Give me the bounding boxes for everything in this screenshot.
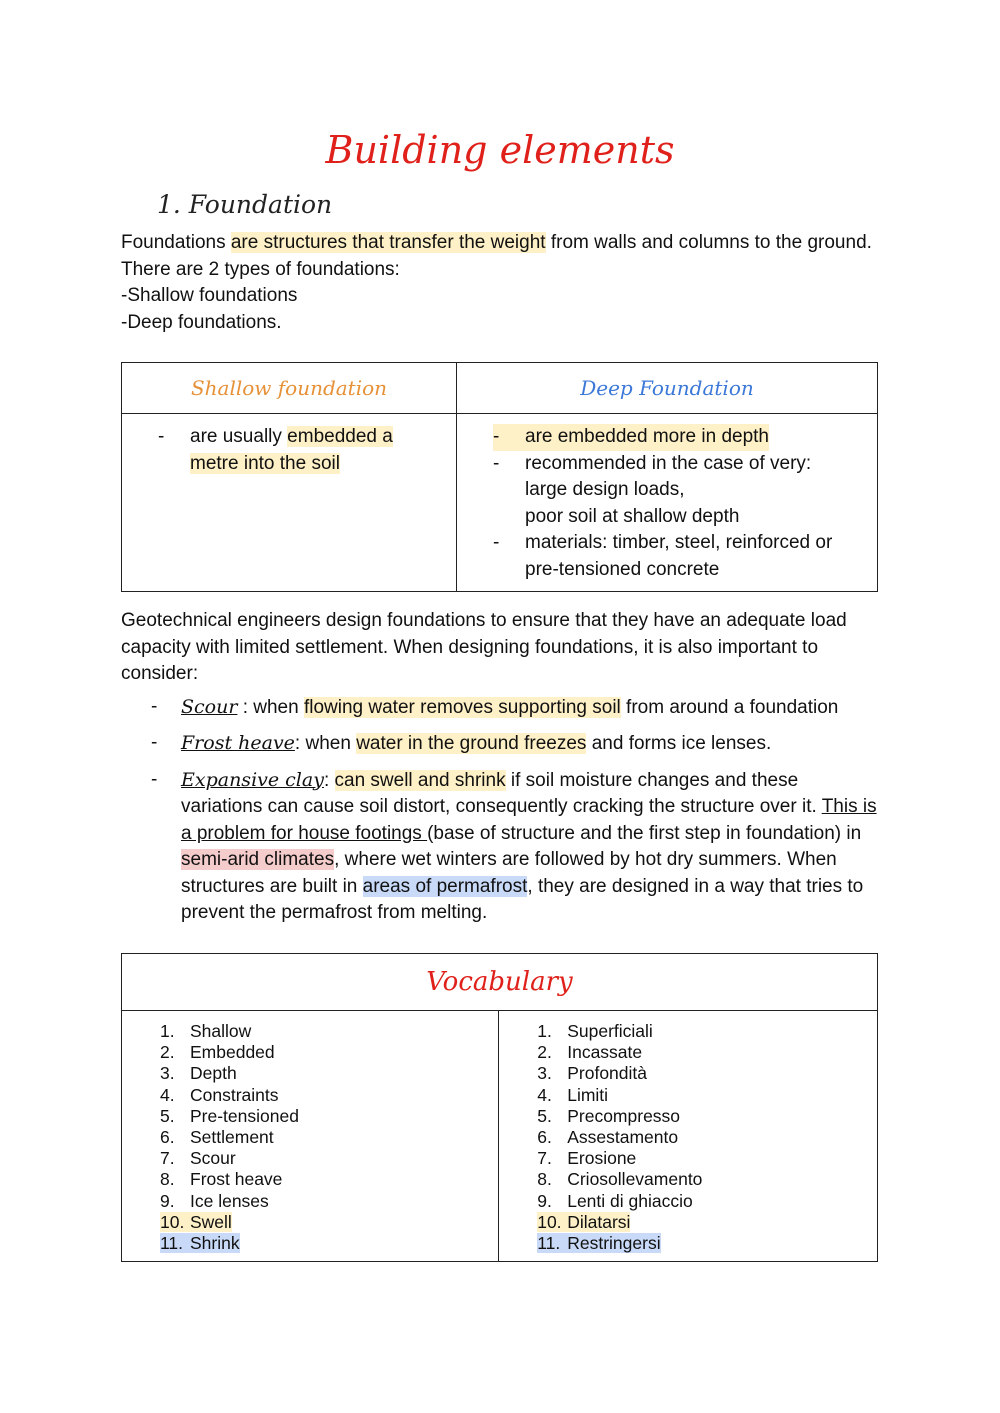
list-number: 10. [160,1211,185,1232]
list-number: 2. [537,1042,552,1063]
english-term-item-content [160,1085,279,1105]
list-number: 4. [160,1084,175,1105]
vocabulary-italian-column [499,1011,878,1262]
italian-term-item-content [537,1021,653,1041]
deep-item-1 [493,424,769,451]
geotechnical-paragraph: Geotechnical engineers design foundations to ensure that they have an adequate load capacity with limited settlement. When designing foundations, it is also important to consider: [121,610,847,684]
italian-term-term: Profondità [567,1063,647,1084]
scour-highlight: flowing water removes supporting soil [303,696,621,718]
frost-text: and forms ice lenses. [586,733,772,754]
english-term-item-content [160,1106,299,1126]
english-term-item [160,1169,488,1190]
english-term-item [160,1148,488,1169]
english-term-item [160,1127,488,1148]
intro-text-end: from walls and columns to the ground. There are 2 types of foundations: [121,232,872,280]
italian-term-item [537,1212,867,1233]
deep-item-2 [493,451,863,531]
italian-term-item-content [537,1148,636,1168]
list-number: 3. [160,1063,175,1084]
italian-term-item-content [537,1212,630,1232]
intro-highlight: are structures that transfer the weight [230,232,546,253]
english-term-term: Settlement [190,1127,274,1148]
italian-term-item-content [537,1063,647,1083]
italian-term-list [537,1021,867,1254]
frost-sep: : when [294,733,357,754]
english-term-term: Depth [190,1063,237,1084]
italian-term-item-content [537,1233,660,1253]
italian-term-term: Incassate [567,1042,643,1063]
italian-term-item [537,1127,867,1148]
italian-term-item [537,1021,867,1042]
italian-term-item [537,1191,867,1212]
italian-term-item [537,1042,867,1063]
italian-term-term: Limiti [567,1084,609,1105]
english-term-item-content [160,1127,274,1147]
english-term-item [160,1042,488,1063]
shallow-foundation-header: Shallow foundation [122,363,457,414]
italian-term-item-content [537,1085,608,1105]
vocabulary-header: Vocabulary [122,954,878,1011]
italian-term-term: Precompresso [567,1105,681,1126]
english-term-item-content [160,1063,237,1083]
list-number: 8. [537,1169,552,1190]
dash-marker: - [151,732,158,753]
english-term-item-content [160,1191,269,1211]
italian-term-term: Erosione [567,1148,637,1169]
list-number: 11. [537,1233,561,1254]
english-term-item [160,1191,488,1212]
permafrost-highlight: areas of permafrost [362,875,528,897]
english-term-term: Scour [190,1148,236,1169]
italian-term-term: Dilatarsi [567,1211,631,1232]
english-term-term: Shallow [190,1021,252,1041]
english-term-item-content [160,1233,240,1253]
italian-term-term: Criosollevamento [567,1169,703,1190]
clay-highlight: can swell and shrink [334,769,506,791]
english-term-list [160,1021,488,1254]
english-term-item-content [160,1212,232,1232]
dash-marker: - [493,452,500,474]
bullet-expansive-clay [121,767,881,927]
deep-item-2-text: recommended in the case of very: [525,452,812,474]
deep-item-2-line-2: large design loads, [525,479,685,500]
shallow-foundation-cell [122,414,457,592]
intro-deep-line: -Deep foundations. [121,311,282,333]
english-term-item [160,1085,488,1106]
foundation-table [121,362,878,592]
dash-marker: - [158,426,165,447]
italian-term-item [537,1085,867,1106]
list-number: 5. [537,1105,552,1126]
page-title: Building elements [325,128,675,172]
clay-sep: : [323,769,335,791]
english-term-item-content [160,1021,251,1041]
semi-arid-highlight: semi-arid climates [181,849,335,870]
clay-text-4: , they are designed in a way that tries to prevent the permafrost from melting. [181,875,864,923]
clay-text-3: , where wet winters are followed by hot dry summers. When structures are built in [181,849,837,897]
geotechnical-section [121,608,881,936]
term-scour: Scour [181,695,238,718]
english-term-item [160,1106,488,1127]
bullet-frost-heave [121,730,881,758]
dash-marker: - [493,426,500,447]
italian-term-item [537,1233,867,1254]
list-number: 10. [537,1211,562,1232]
list-number: 9. [160,1190,175,1211]
english-term-term: Constraints [190,1084,279,1105]
italian-term-item-content [537,1042,642,1062]
list-number: 1. [537,1021,552,1041]
bullet-scour [121,694,881,722]
intro-text-start: Foundations [121,232,231,253]
english-term-item [160,1212,488,1233]
list-number: 7. [160,1148,175,1169]
english-term-item-content [160,1148,236,1168]
english-term-term: Swell [190,1211,232,1232]
english-term-item-content [160,1042,275,1062]
italian-term-item [537,1169,867,1190]
italian-term-item [537,1106,867,1127]
intro-shallow-line: -Shallow foundations [121,285,298,306]
english-term-item [160,1233,488,1254]
english-term-term: Embedded [190,1042,275,1063]
shallow-item [158,424,442,477]
english-term-item [160,1063,488,1084]
deep-foundation-header: Deep Foundation [457,363,878,414]
italian-term-item-content [537,1127,678,1147]
list-number: 7. [537,1148,552,1169]
scour-text: from around a foundation [620,696,839,718]
italian-term-item [537,1063,867,1084]
section-heading: 1. Foundation [157,190,333,219]
deep-item-1-text: are embedded more in depth [525,426,769,447]
italian-term-term: Lenti di ghiaccio [567,1190,693,1211]
term-frost-heave: Frost heave [181,732,295,754]
list-number: 2. [160,1042,175,1063]
dash-marker: - [151,768,158,790]
italian-term-term: Assestamento [567,1127,679,1148]
english-term-term: Shrink [190,1233,240,1254]
english-term-term: Ice lenses [190,1190,269,1211]
term-expansive-clay: Expansive clay [181,768,324,791]
dash-marker: - [151,695,158,717]
italian-term-item-content [537,1169,702,1189]
deep-item-3 [493,530,863,583]
italian-term-term: Superficiali [567,1021,653,1041]
italian-term-item-content [537,1191,693,1211]
italian-term-item-content [537,1106,680,1126]
list-number: 1. [160,1021,175,1041]
vocabulary-table [121,953,878,1262]
shallow-item-text: are usually [190,426,288,447]
list-number: 5. [160,1105,175,1126]
list-number: 8. [160,1169,175,1190]
list-number: 6. [537,1127,552,1148]
list-number: 3. [537,1063,552,1084]
intro-paragraph [121,230,881,336]
clay-underlined-text: This is a problem for house footings [181,796,877,844]
vocabulary-english-column [122,1011,499,1262]
english-term-term: Frost heave [190,1169,283,1190]
clay-text-2: (base of structure and the first step in foundation) in [427,822,862,844]
frost-highlight: water in the ground freezes [356,733,587,754]
english-term-item [160,1021,488,1042]
clay-text-1: if soil moisture changes and these variations can cause soil distort, consequently cracking the structure over it. [181,769,822,817]
deep-item-2-line-3: poor soil at shallow depth [525,505,740,527]
dash-marker: - [493,532,500,553]
english-term-item-content [160,1169,282,1189]
shallow-item-highlight: embedded a metre into the soil [190,426,393,474]
italian-term-item [537,1148,867,1169]
deep-item-3-text: materials: timber, steel, reinforced or pre-tensioned concrete [525,532,833,580]
english-term-term: Pre-tensioned [190,1105,299,1126]
list-number: 9. [537,1190,552,1211]
list-number: 4. [537,1084,552,1105]
list-number: 6. [160,1127,175,1148]
list-number: 11. [160,1233,184,1254]
deep-foundation-cell [457,414,878,592]
italian-term-term: Restringersi [567,1233,661,1254]
scour-sep: : when [237,696,304,718]
